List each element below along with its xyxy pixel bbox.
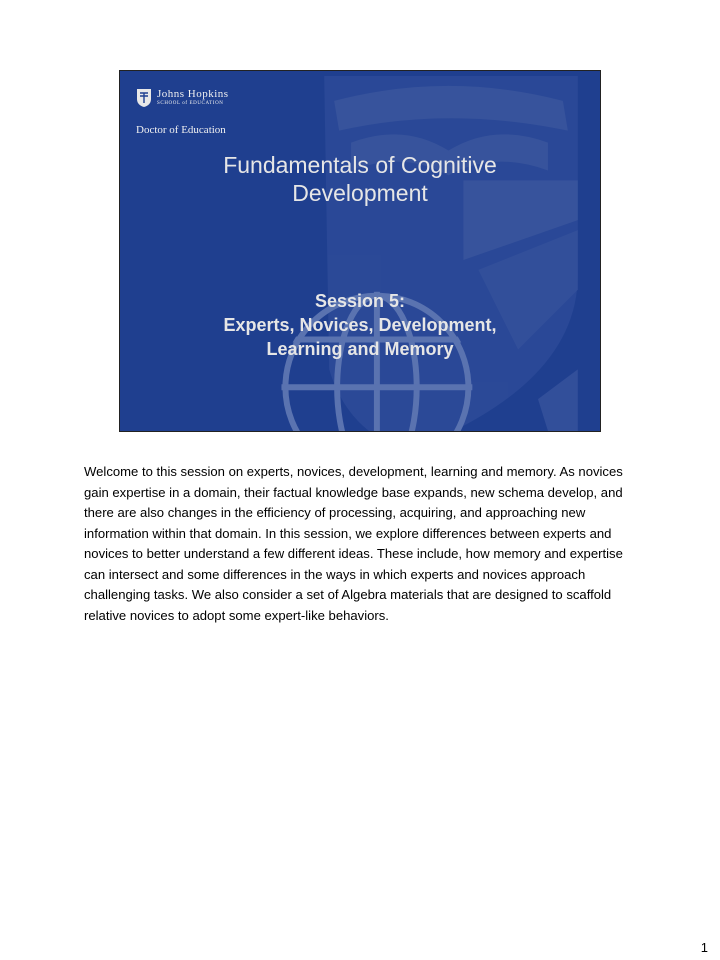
slide-title-line1: Fundamentals of Cognitive: [223, 152, 497, 178]
slide-title: [160, 151, 560, 207]
speaker-notes: Welcome to this session on experts, novices, development, learning and memory. As novices gain expertise in a domain, their factual knowledge base expands, new schema develop, and there are also changes in the efficiency of processing, acquiring, and approaching new information within that domain. In this session, we explore differences between experts and novices to better understand a few different ideas. These include, how memory and expertise can intersect and some differences in the ways in which experts and novices approach challenging tasks. We also consider a set of Algebra materials that are designed to scaffold relative novices to adopt some expert-like behaviors.: [84, 464, 623, 623]
session-line3: Learning and Memory: [266, 339, 454, 359]
session-heading: [160, 289, 560, 361]
logo-subtitle: SCHOOL of EDUCATION: [157, 100, 224, 106]
page-number: 1: [700, 940, 708, 955]
slide-thumbnail: [119, 70, 601, 432]
university-logo: [136, 88, 229, 108]
slide-title-line2: Development: [292, 180, 428, 206]
session-line2: Experts, Novices, Development,: [223, 315, 497, 335]
shield-icon: [136, 88, 152, 108]
program-label: Doctor of Education: [136, 124, 226, 136]
logo-name: Johns Hopkins: [157, 87, 229, 100]
session-line1: Session 5:: [314, 291, 406, 311]
